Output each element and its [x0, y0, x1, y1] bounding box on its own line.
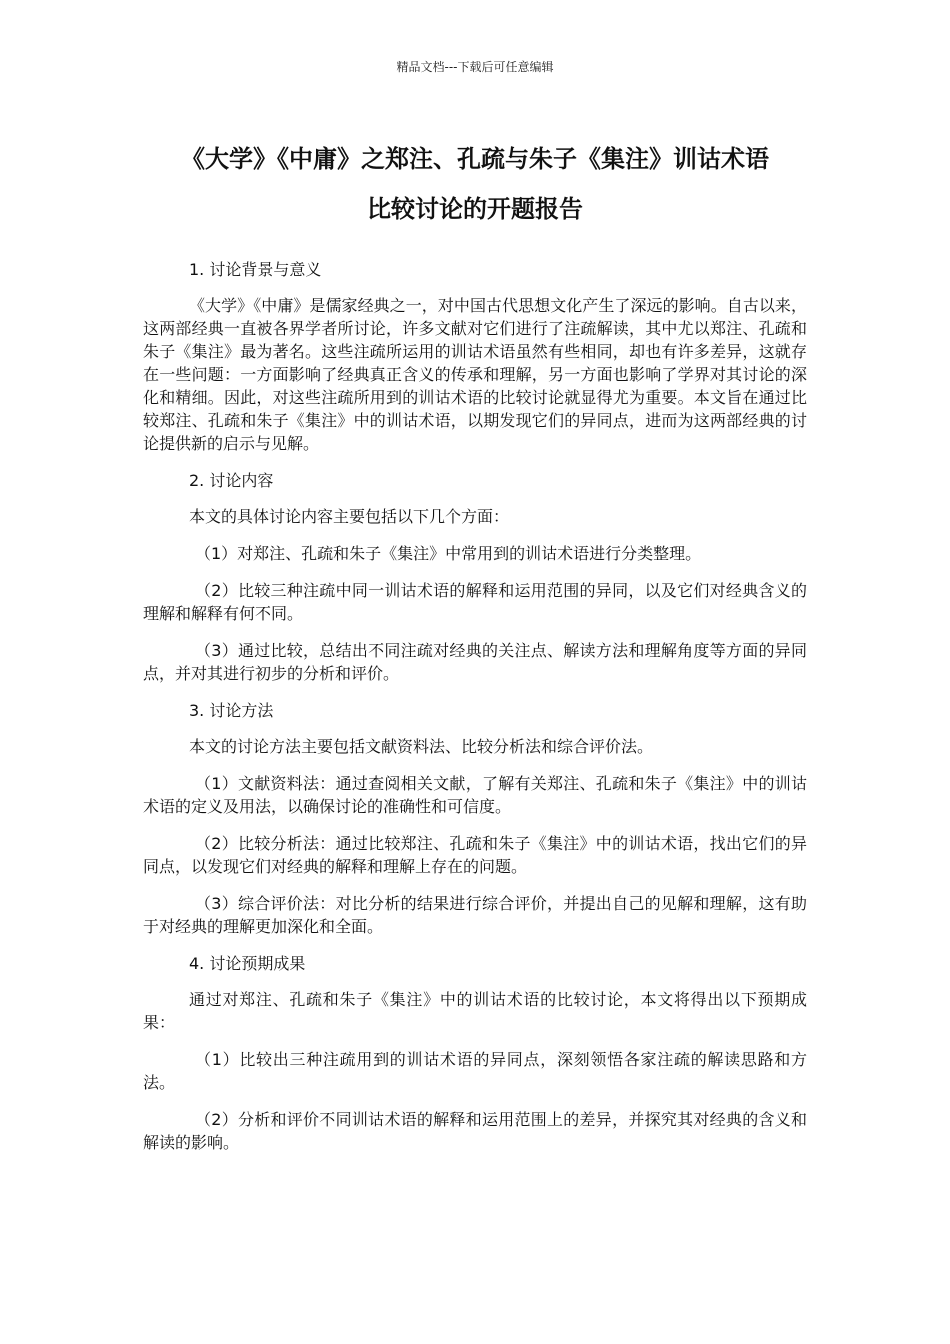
section-3-intro: 本文的讨论方法主要包括文献资料法、比较分析法和综合评价法。 — [189, 737, 654, 756]
title-line-2: 比较讨论的开题报告 — [367, 195, 583, 223]
section-1-paragraph: 《大学》《中庸》是儒家经典之一，对中国古代思想文化产生了深远的影响。自古以来，这两部经典一直被各界学者所讨论，许多文献对它们进行了注疏解读，其中尤以郑注、孔疏和朱子《集注》最为著名。这些注疏所运用的训诂术语虽然有些相同，却也有许多差异，这就存在一些问题：一方面影响了经典真正含义的传承和理解，另一方面也影响了学界对其讨论的深化和精细。因此，对这些注疏所用到的训诂术语的比较讨论就显得尤为重要。本文旨在通过比较郑注、孔疏和朱子《集注》中的训诂术语，以期发现它们的异同点，进而为这两部经典的讨论提供新的启示与见解。 — [143, 296, 807, 453]
section-4-item-2: （2）分析和评价不同训诂术语的解释和运用范围上的差异，并探究其对经典的含义和解读的影响。 — [143, 1110, 807, 1152]
section-1-heading: 1. 讨论背景与意义 — [189, 260, 322, 279]
section-2-item-2: （2）比较三种注疏中同一训诂术语的解释和运用范围的异同，以及它们对经典含义的理解和解释有何不同。 — [143, 581, 807, 623]
section-3-item-2: （2）比较分析法：通过比较郑注、孔疏和朱子《集注》中的训诂术语，找出它们的异同点，以发现它们对经典的解释和理解上存在的问题。 — [143, 834, 807, 876]
section-2-intro: 本文的具体讨论内容主要包括以下几个方面： — [189, 507, 510, 526]
section-4-item-1: （1）比较出三种注疏用到的训诂术语的异同点，深刻领悟各家注疏的解读思路和方法。 — [143, 1050, 807, 1092]
header-note: 精品文档---下载后可任意编辑 — [396, 60, 554, 74]
section-4-intro: 通过对郑注、孔疏和朱子《集注》中的训诂术语的比较讨论，本文将得出以下预期成果： — [143, 990, 807, 1032]
title-line-1: 《大学》《中庸》之郑注、孔疏与朱子《集注》训诂术语 — [181, 145, 769, 173]
section-3-item-3: （3）综合评价法：对比分析的结果进行综合评价，并提出自己的见解和理解，这有助于对经典的理解更加深化和全面。 — [143, 894, 807, 936]
document-body — [143, 258, 807, 1168]
section-2-heading: 2. 讨论内容 — [189, 471, 274, 490]
section-2-item-1: （1）对郑注、孔疏和朱子《集注》中常用到的训诂术语进行分类整理。 — [195, 544, 702, 563]
document-title — [100, 134, 850, 234]
section-4-heading: 4. 讨论预期成果 — [189, 954, 306, 973]
section-3-heading: 3. 讨论方法 — [189, 701, 274, 720]
section-3-item-1: （1）文献资料法：通过查阅相关文献，了解有关郑注、孔疏和朱子《集注》中的训诂术语的定义及用法，以确保讨论的准确性和可信度。 — [143, 774, 807, 816]
section-2-item-3: （3）通过比较，总结出不同注疏对经典的关注点、解读方法和理解角度等方面的异同点，并对其进行初步的分析和评价。 — [143, 641, 807, 683]
